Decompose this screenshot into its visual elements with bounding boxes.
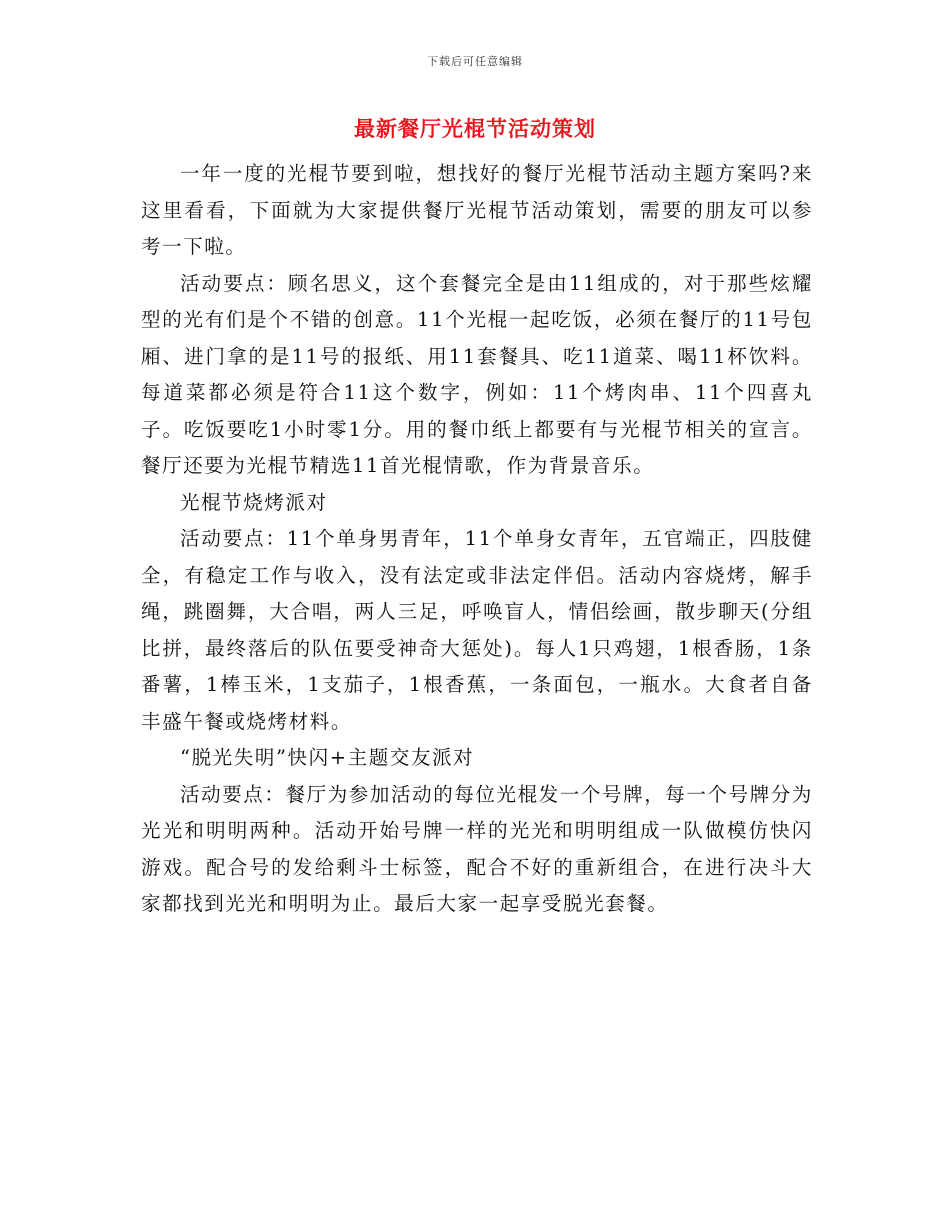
- flash-mob-party-heading: “脱光失明”快闪+主题交友派对: [180, 746, 475, 769]
- document-title: 最新餐厅光棍节活动策划: [354, 116, 596, 141]
- document-body: [141, 156, 813, 923]
- activity-points-paragraph: 活动要点：顾名思义，这个套餐完全是由11组成的，对于那些炫耀型的光有们是个不错的创意。11个光棍一起吃饭，必须在餐厅的11号包厢、进门拿的是11号的报纸、用11套餐具、吃11道菜、喝11杯饮料。每道菜都必须是符合11这个数字，例如：11个烤肉串、11个四喜丸子。吃饭要吃1小时零1分。用的餐巾纸上都要有与光棍节相关的宣言。餐厅还要为光棍节精选11首光棍情歌，作为背景音乐。: [141, 271, 813, 477]
- bbq-party-heading: 光棍节烧烤派对: [180, 490, 328, 514]
- intro-paragraph: 一年一度的光棍节要到啦，想找好的餐厅光棍节活动主题方案吗?来这里看看，下面就为大家提供餐厅光棍节活动策划，需要的朋友可以参考一下啦。: [141, 162, 813, 258]
- flash-mob-party-paragraph: 活动要点：餐厅为参加活动的每位光棍发一个号牌，每一个号牌分为光光和明明两种。活动开始号牌一样的光光和明明组成一队做模仿快闪游戏。配合号的发给剩斗士标签，配合不好的重新组合，在进行决斗大家都找到光光和明明为止。最后大家一起享受脱光套餐。: [141, 782, 814, 915]
- bbq-party-paragraph: 活动要点：11个单身男青年，11个单身女青年，五官端正，四肢健全，有稳定工作与收入，没有法定或非法定伴侣。活动内容烧烤，解手绳，跳圈舞，大合唱，两人三足，呼唤盲人，情侣绘画，散步聊天(分组比拼，最终落后的队伍要受神奇大惩处)。每人1只鸡翅，1根香肠，1条番薯，1棒玉米，1支茄子，1根香蕉，一条面包，一瓶水。大食者自备丰盛午餐或烧烤材料。: [141, 527, 813, 733]
- header-note: 下载后可任意编辑: [427, 55, 523, 68]
